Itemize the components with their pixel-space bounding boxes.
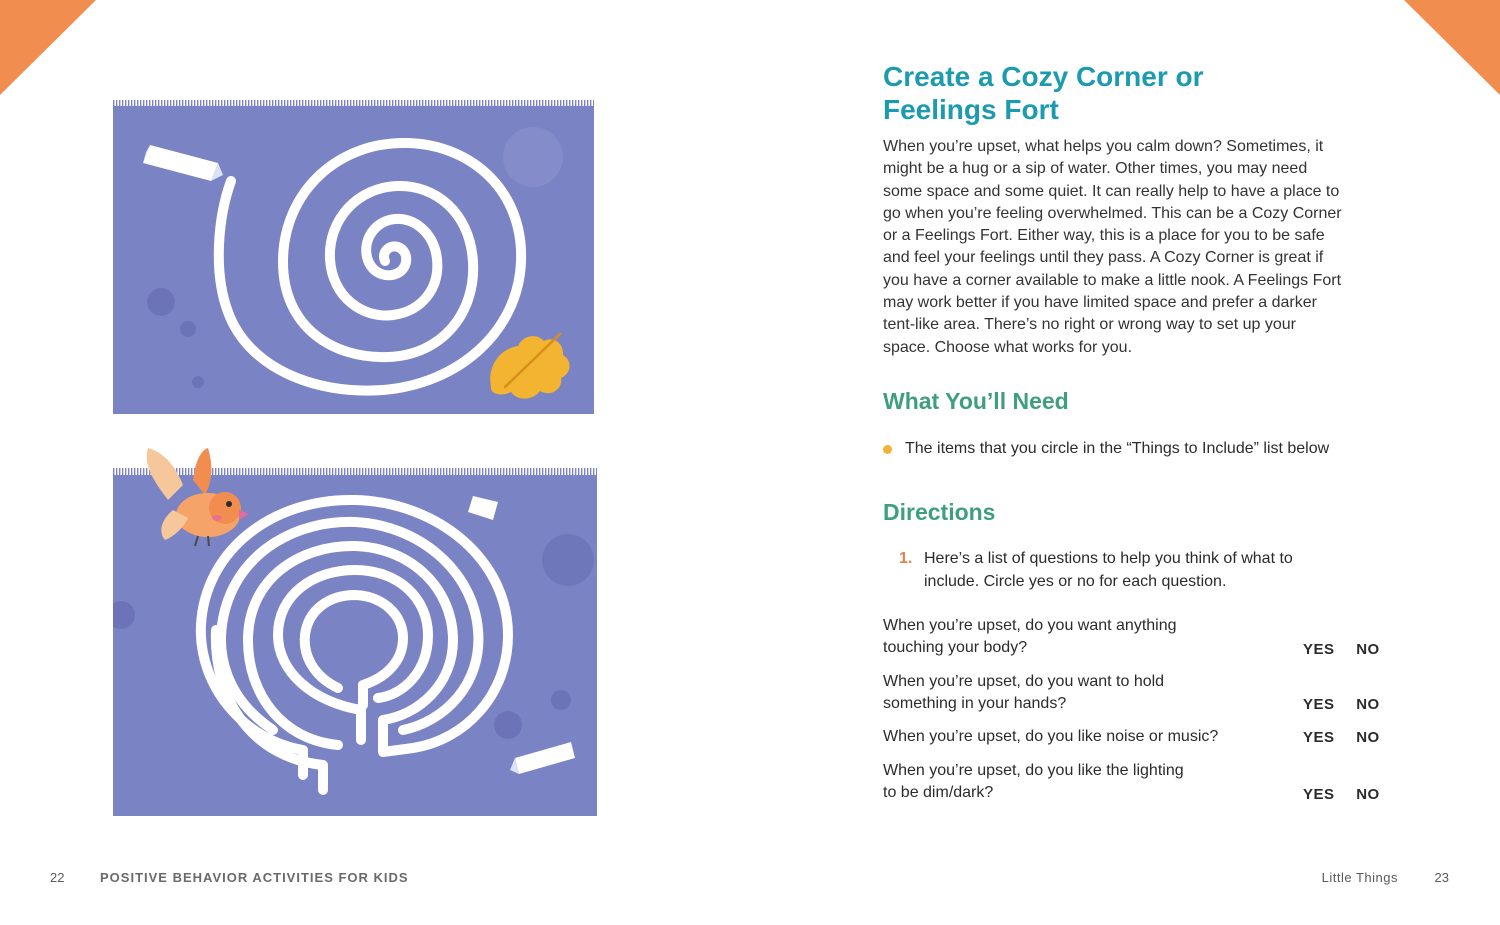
running-title-right: Little Things <box>1321 870 1398 885</box>
question-text <box>883 615 1233 660</box>
question-line: to be dim/dark? <box>883 784 994 802</box>
need-list <box>883 438 1403 460</box>
bullet-dot-icon <box>883 445 892 454</box>
activity-content <box>883 60 1413 803</box>
no-option[interactable]: NO <box>1356 641 1380 658</box>
labyrinth-illustration <box>113 440 597 816</box>
direction-step <box>899 548 1369 593</box>
intro-line: might be a hug or a sip of water. Other times, you may need <box>883 160 1308 178</box>
question-row <box>883 671 1383 716</box>
question-text <box>883 671 1233 716</box>
question-line: touching your body? <box>883 639 1028 657</box>
orange-corner-tab-left <box>0 0 96 95</box>
intro-line: you have a corner available to make a little nook. A Feelings Fort <box>883 271 1342 289</box>
intro-line: go when you’re feeling overwhelmed. This can be a Cozy Corner <box>883 204 1342 222</box>
directions-list <box>899 548 1369 593</box>
intro-line: or a Feelings Fort. Either way, this is a place for you to be safe <box>883 227 1325 245</box>
what-you-need-heading: What You’ll Need <box>883 388 1069 414</box>
yes-no-choice <box>1303 727 1380 749</box>
step-line: Here’s a list of questions to help you think of what to <box>924 550 1293 567</box>
question-row <box>883 615 1383 660</box>
step-number: 1. <box>899 550 913 567</box>
question-line: When you’re upset, do you want anything <box>883 617 1177 634</box>
spiral-maze-illustration <box>113 97 594 414</box>
need-item-text: The items that you circle in the “Things to Include” list below <box>905 440 1330 457</box>
yes-option[interactable]: YES <box>1303 786 1335 803</box>
page-number-right: 23 <box>1434 870 1449 885</box>
question-line: When you’re upset, do you like the lighting <box>883 762 1184 779</box>
question-row <box>883 726 1383 748</box>
intro-line: When you’re upset, what helps you calm down? Sometimes, it <box>883 138 1324 155</box>
question-line: something in your hands? <box>883 695 1067 713</box>
question-line: When you’re upset, do you like noise or music? <box>883 728 1219 745</box>
page-title <box>883 60 1413 126</box>
question-text <box>883 760 1233 805</box>
yes-no-choice <box>1303 694 1380 716</box>
intro-line: some space and some quiet. It can really help to have a place to <box>883 182 1340 200</box>
question-text <box>883 726 1233 748</box>
intro-line: space. Choose what works for you. <box>883 338 1133 356</box>
yes-no-choice <box>1303 784 1380 806</box>
no-option[interactable]: NO <box>1356 729 1380 746</box>
page-number-left: 22 <box>50 870 65 885</box>
running-title-left: POSITIVE BEHAVIOR ACTIVITIES FOR KIDS <box>100 870 409 885</box>
directions-heading: Directions <box>883 499 996 525</box>
yes-option[interactable]: YES <box>1303 729 1335 746</box>
no-option[interactable]: NO <box>1356 696 1380 713</box>
intro-line: and feel your feelings until they pass. A Cozy Corner is great if <box>883 249 1324 267</box>
yes-no-choice <box>1303 639 1380 661</box>
intro-line: tent-like area. There’s no right or wrong way to set up your <box>883 316 1296 334</box>
intro-line: may work better if you have limited space and prefer a darker <box>883 294 1317 312</box>
yes-option[interactable]: YES <box>1303 696 1335 713</box>
orange-corner-tab-right <box>1404 0 1500 95</box>
question-line: When you’re upset, do you want to hold <box>883 673 1165 690</box>
yes-option[interactable]: YES <box>1303 641 1335 658</box>
list-item <box>883 438 1403 460</box>
intro-paragraph <box>883 136 1413 359</box>
question-row <box>883 760 1383 805</box>
title-line: Create a Cozy Corner or <box>883 61 1204 92</box>
no-option[interactable]: NO <box>1356 786 1380 803</box>
step-line: include. Circle yes or no for each question. <box>924 572 1227 590</box>
title-line: Feelings Fort <box>883 94 1059 125</box>
step-text <box>924 548 1293 593</box>
